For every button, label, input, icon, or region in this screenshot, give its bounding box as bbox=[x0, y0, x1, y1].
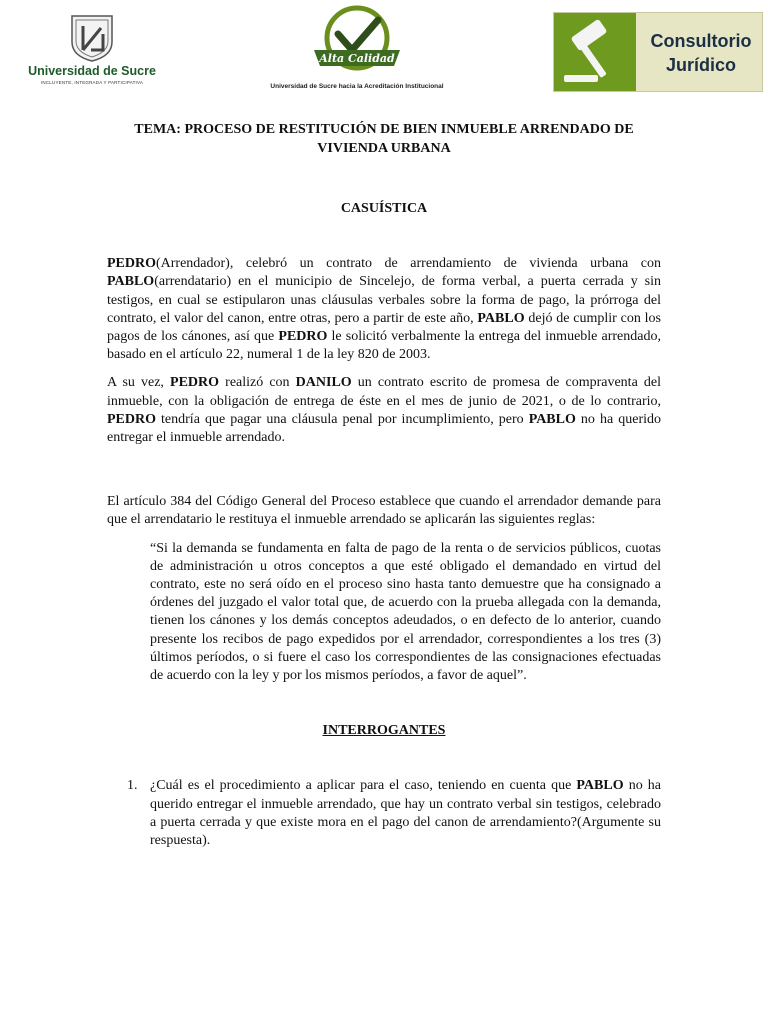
consultorio-text: Consultorio bbox=[650, 31, 752, 51]
section-casuistica-heading: CASUÍSTICA bbox=[340, 201, 428, 216]
gavel-icon bbox=[554, 13, 636, 91]
university-shield-icon bbox=[67, 14, 117, 62]
accreditation-caption: Universidad de Sucre hacia la Acreditación Institucional bbox=[270, 83, 444, 90]
alta-calidad-logo bbox=[262, 4, 452, 94]
party-name: PEDRO bbox=[170, 375, 220, 391]
paragraph-promise-contract: A su vez, PEDRO realizó con DANILO un contrato escrito de promesa de compraventa del inmueble, con la obligación de entrega de éste en el mes de junio de 2021, o de lo contrario, PEDRO tendría que pagar una cláusula penal por incumplimiento, pero PABLO no ha querido entregar el inmueble arrendado. bbox=[107, 375, 661, 446]
question-item: 1. ¿Cuál es el procedimiento a aplicar para el caso, teniendo en cuenta que PABLO no ha querido entregar el inmueble arrendado, que hay un contrato verbal sin testigos, celebrado a puerta cerrada y que existe mora en el pago del canon de arrendamiento?(Argumente su respuesta). bbox=[127, 778, 661, 849]
gavel-panel bbox=[554, 13, 636, 91]
alta-calidad-text: Alta Calidad bbox=[319, 52, 395, 65]
party-name: PEDRO bbox=[107, 256, 156, 272]
legal-quote: “Si la demanda se fundamenta en falta de pago de la renta o de servicios públicos, cuotas de administración u otros conceptos a que esté obligado el demandado en virtud del contrato, este no será oído en el proceso sino hasta tanto demuestre que ha consignado a órdenes del juzgado el valor total que, de acuerdo con la prueba allegada con la demanda, tienen los cánones y los demás conceptos adeudados, o en defecto de lo anterior, cuando presente los recibos de pago expedidos por el arrendador, correspondientes a los tres (3) últimos períodos, o si fuere el caso los correspondientes de las consignaciones efectuadas de acuerdo con la ley y por los mismos períodos, a favor de aquel”. bbox=[150, 540, 661, 684]
university-tagline: INCLUYENTE, INTEGRADA Y PARTICIPATIVA bbox=[40, 80, 144, 85]
document-body bbox=[107, 120, 661, 850]
party-name: PEDRO bbox=[278, 329, 328, 345]
paragraph-case-facts: PEDRO(Arrendador), celebró un contrato de arrendamiento de vivienda urbana con PABLO(arrendatario) en el municipio de Sincelejo, de forma verbal, a puerta cerrada y sin testigos, en cual se estipularon unas cláusulas verbales sobre la forma de pago, la prórroga del contrato, el valor del canon, entre otras, pero a partir de este año, PABLO dejó de cumplir con los pagos de los cánones, así que PEDRO le solicitó verbalmente la entrega del inmueble arrendado, basado en el artículo 22, numeral 1 de la ley 820 de 2003. bbox=[107, 256, 661, 363]
header-logos bbox=[0, 0, 768, 100]
document-title: TEMA: PROCESO DE RESTITUCIÓN DE BIEN INMUEBLE ARRENDADO DE VIVIENDA URBANA bbox=[134, 122, 634, 156]
party-name: PABLO bbox=[528, 411, 576, 427]
section-interrogantes-heading: INTERROGANTES bbox=[322, 723, 446, 739]
question-number: 1. bbox=[127, 778, 138, 794]
university-name: Universidad de Sucre bbox=[28, 64, 156, 78]
juridico-text: Jurídico bbox=[665, 55, 736, 75]
party-name: PABLO bbox=[477, 310, 525, 326]
party-name: PABLO bbox=[107, 274, 155, 290]
party-name: DANILO bbox=[295, 375, 352, 391]
universidad-de-sucre-logo bbox=[22, 14, 162, 89]
accreditation-seal-icon bbox=[304, 4, 410, 80]
party-name: PEDRO bbox=[107, 411, 156, 427]
party-name: PABLO bbox=[576, 778, 624, 794]
paragraph-article-384: El artículo 384 del Código General del Proceso establece que cuando el arrendador demande para que el arrendatario le restituya el inmueble arrendado se aplicarán las siguientes reglas: bbox=[107, 494, 661, 528]
consultorio-juridico-logo bbox=[553, 12, 763, 92]
